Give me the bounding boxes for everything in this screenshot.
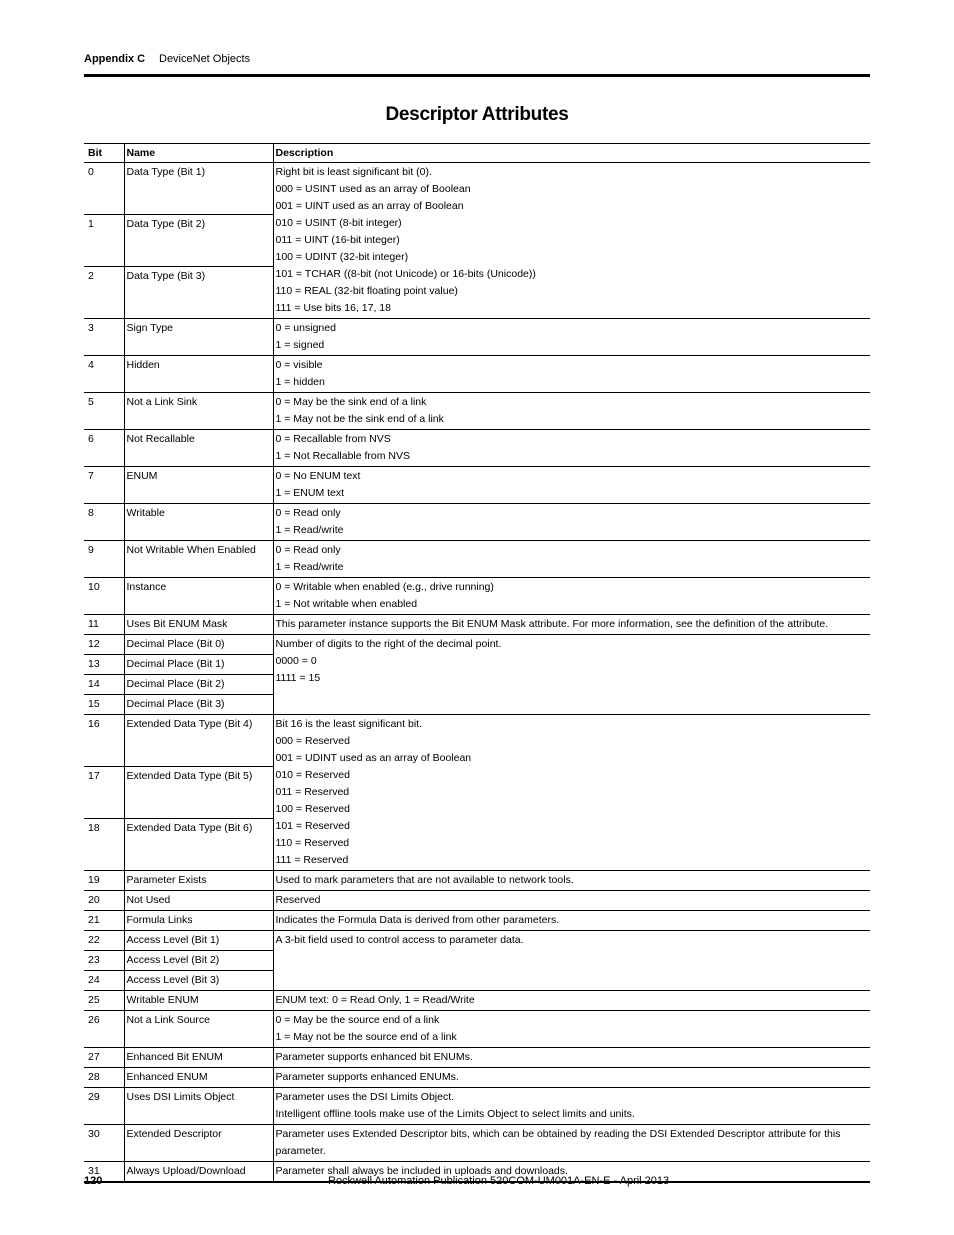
description-line: 001 = UDINT used as an array of Boolean	[275, 752, 472, 764]
bit-cell: 29	[84, 1088, 124, 1125]
name-cell: ENUM	[124, 467, 273, 504]
description-line: 0 = Recallable from NVS	[275, 433, 391, 445]
table-row	[84, 504, 870, 541]
description-line: Number of digits to the right of the decimal point.	[275, 638, 502, 650]
description-line: This parameter instance supports the Bit ENUM Mask attribute. For more information, see the definition of the attribute.	[275, 618, 829, 630]
description-line: 000 = Reserved	[275, 735, 350, 747]
description-cell	[273, 1125, 870, 1162]
description-line: 1 = signed	[275, 339, 325, 351]
description-line: 0 = Read only	[275, 507, 341, 519]
bit-cell: 4	[84, 356, 124, 393]
description-line: Parameter supports enhanced bit ENUMs.	[275, 1051, 473, 1063]
name-cell: Data Type (Bit 2)	[124, 215, 273, 267]
appendix-label: Appendix C	[84, 53, 146, 65]
description-line: Bit 16 is the least significant bit.	[275, 718, 422, 730]
description-line: 100 = Reserved	[275, 803, 350, 815]
description-cell	[273, 891, 870, 911]
description-cell	[273, 1011, 870, 1048]
name-cell: Not Recallable	[124, 430, 273, 467]
bit-cell: 13	[84, 655, 124, 675]
description-cell	[273, 541, 870, 578]
description-cell	[273, 393, 870, 430]
description-line: Used to mark parameters that are not available to network tools.	[275, 874, 574, 886]
name-cell: Decimal Place (Bit 0)	[124, 635, 273, 655]
name-cell: Hidden	[124, 356, 273, 393]
column-header-name: Name	[124, 144, 273, 163]
bit-cell: 5	[84, 393, 124, 430]
name-cell: Not a Link Sink	[124, 393, 273, 430]
description-cell	[273, 715, 870, 871]
description-line: A 3-bit field used to control access to parameter data.	[275, 934, 524, 946]
table-row	[84, 891, 870, 911]
bit-cell: 21	[84, 911, 124, 931]
description-line: Indicates the Formula Data is derived from other parameters.	[275, 914, 560, 926]
description-line: 111 = Use bits 16, 17, 18	[275, 302, 391, 314]
description-line: 000 = USINT used as an array of Boolean	[275, 183, 471, 195]
description-line: 1 = Read/write	[275, 524, 344, 536]
table-row	[84, 911, 870, 931]
name-cell: Uses DSI Limits Object	[124, 1088, 273, 1125]
description-cell	[273, 991, 870, 1011]
table-row	[84, 635, 870, 655]
description-line: 011 = UINT (16-bit integer)	[275, 234, 400, 246]
description-line: 010 = USINT (8-bit integer)	[275, 217, 402, 229]
name-cell: Uses Bit ENUM Mask	[124, 615, 273, 635]
bit-cell: 28	[84, 1068, 124, 1088]
bit-cell: 0	[84, 163, 124, 215]
description-line: 0 = visible	[275, 359, 323, 371]
bit-cell: 2	[84, 267, 124, 319]
description-cell	[273, 356, 870, 393]
bit-cell: 18	[84, 819, 124, 871]
description-cell	[273, 1048, 870, 1068]
description-line: 111 = Reserved	[275, 854, 349, 866]
table-row	[84, 615, 870, 635]
header-rule	[84, 74, 870, 77]
bit-cell: 11	[84, 615, 124, 635]
description-cell	[273, 504, 870, 541]
description-line: 1 = ENUM text	[275, 487, 345, 499]
bit-cell: 14	[84, 675, 124, 695]
page-number: 120	[84, 1175, 103, 1187]
description-cell	[273, 163, 870, 319]
description-line: 0 = No ENUM text	[275, 470, 361, 482]
table-body	[84, 163, 870, 1183]
bit-cell: 16	[84, 715, 124, 767]
description-line: Parameter uses the DSI Limits Object.	[275, 1091, 455, 1103]
name-cell: Extended Descriptor	[124, 1125, 273, 1162]
description-cell	[273, 430, 870, 467]
name-cell: Not a Link Source	[124, 1011, 273, 1048]
table-row	[84, 1011, 870, 1048]
description-cell	[273, 871, 870, 891]
name-cell: Writable	[124, 504, 273, 541]
description-line: 1 = hidden	[275, 376, 325, 388]
name-cell: Data Type (Bit 1)	[124, 163, 273, 215]
description-line: 1 = May not be the sink end of a link	[275, 413, 444, 425]
name-cell: Access Level (Bit 3)	[124, 971, 273, 991]
publication-info: Rockwell Automation Publication 520COM-UM001A-EN-E - April 2013	[328, 1175, 670, 1187]
name-cell: Decimal Place (Bit 2)	[124, 675, 273, 695]
description-line: 1111 = 15	[275, 672, 321, 684]
description-cell	[273, 578, 870, 615]
bit-cell: 12	[84, 635, 124, 655]
name-cell: Always Upload/Download	[124, 1162, 273, 1183]
description-cell	[273, 635, 870, 715]
description-line: Parameter supports enhanced ENUMs.	[275, 1071, 459, 1083]
description-line: 0 = May be the sink end of a link	[275, 396, 427, 408]
bit-cell: 3	[84, 319, 124, 356]
description-line: Intelligent offline tools make use of the Limits Object to select limits and units.	[275, 1108, 635, 1120]
description-line: 0000 = 0	[275, 655, 317, 667]
page-title: Descriptor Attributes	[385, 104, 569, 125]
name-cell: Sign Type	[124, 319, 273, 356]
bit-cell: 31	[84, 1162, 124, 1183]
table-row	[84, 871, 870, 891]
name-cell: Parameter Exists	[124, 871, 273, 891]
description-line: Parameter uses Extended Descriptor bits, which can be obtained by reading the DSI Extended Descriptor attribute for this parameter.	[275, 1128, 841, 1157]
table-row	[84, 1068, 870, 1088]
name-cell: Data Type (Bit 3)	[124, 267, 273, 319]
name-cell: Formula Links	[124, 911, 273, 931]
name-cell: Not Used	[124, 891, 273, 911]
description-cell	[273, 467, 870, 504]
bit-cell: 8	[84, 504, 124, 541]
description-cell	[273, 931, 870, 991]
description-line: 1 = May not be the source end of a link	[275, 1031, 457, 1043]
description-line: 0 = May be the source end of a link	[275, 1014, 440, 1026]
description-cell	[273, 319, 870, 356]
name-cell: Decimal Place (Bit 1)	[124, 655, 273, 675]
table-row	[84, 1048, 870, 1068]
description-line: 001 = UINT used as an array of Boolean	[275, 200, 464, 212]
bit-cell: 7	[84, 467, 124, 504]
bit-cell: 6	[84, 430, 124, 467]
running-header	[84, 53, 870, 75]
table-row	[84, 430, 870, 467]
table-row	[84, 356, 870, 393]
name-cell: Not Writable When Enabled	[124, 541, 273, 578]
table-row	[84, 715, 870, 767]
bit-cell: 25	[84, 991, 124, 1011]
bit-cell: 19	[84, 871, 124, 891]
bit-cell: 23	[84, 951, 124, 971]
table-row	[84, 393, 870, 430]
name-cell: Enhanced ENUM	[124, 1068, 273, 1088]
descriptor-attributes-table	[84, 143, 870, 1183]
name-cell: Access Level (Bit 2)	[124, 951, 273, 971]
table-row	[84, 991, 870, 1011]
name-cell: Extended Data Type (Bit 5)	[124, 767, 273, 819]
description-cell	[273, 1088, 870, 1125]
bit-cell: 10	[84, 578, 124, 615]
description-line: 101 = Reserved	[275, 820, 350, 832]
table-row	[84, 467, 870, 504]
column-header-description: Description	[273, 144, 870, 163]
bit-cell: 17	[84, 767, 124, 819]
bit-cell: 30	[84, 1125, 124, 1162]
table-row	[84, 1088, 870, 1125]
description-line: 0 = unsigned	[275, 322, 336, 334]
description-line: 100 = UDINT (32-bit integer)	[275, 251, 409, 263]
name-cell: Extended Data Type (Bit 6)	[124, 819, 273, 871]
bit-cell: 15	[84, 695, 124, 715]
name-cell: Decimal Place (Bit 3)	[124, 695, 273, 715]
name-cell: Extended Data Type (Bit 4)	[124, 715, 273, 767]
description-line: 011 = Reserved	[275, 786, 350, 798]
bit-cell: 20	[84, 891, 124, 911]
table-header-row	[84, 144, 870, 163]
column-header-bit: Bit	[84, 144, 124, 163]
bit-cell: 24	[84, 971, 124, 991]
description-line: 010 = Reserved	[275, 769, 350, 781]
table-row	[84, 541, 870, 578]
description-cell	[273, 1068, 870, 1088]
description-line: Right bit is least significant bit (0).	[275, 166, 432, 178]
section-label: DeviceNet Objects	[159, 53, 251, 65]
bit-cell: 1	[84, 215, 124, 267]
description-cell	[273, 615, 870, 635]
table-row	[84, 319, 870, 356]
bit-cell: 22	[84, 931, 124, 951]
description-line: 0 = Read only	[275, 544, 341, 556]
description-line: 110 = REAL (32-bit floating point value)	[275, 285, 458, 297]
description-line: Reserved	[275, 894, 321, 906]
table-row	[84, 931, 870, 951]
name-cell: Enhanced Bit ENUM	[124, 1048, 273, 1068]
bit-cell: 27	[84, 1048, 124, 1068]
bit-cell: 26	[84, 1011, 124, 1048]
description-line: Parameter shall always be included in uploads and downloads.	[275, 1165, 568, 1177]
name-cell: Instance	[124, 578, 273, 615]
description-line: 101 = TCHAR ((8-bit (not Unicode) or 16-bits (Unicode))	[275, 268, 536, 280]
description-cell	[273, 911, 870, 931]
description-line: 110 = Reserved	[275, 837, 350, 849]
description-line: 1 = Not Recallable from NVS	[275, 450, 411, 462]
table-row	[84, 163, 870, 215]
table-row	[84, 1125, 870, 1162]
description-line: 1 = Read/write	[275, 561, 344, 573]
description-line: ENUM text: 0 = Read Only, 1 = Read/Write	[275, 994, 475, 1006]
bit-cell: 9	[84, 541, 124, 578]
description-line: 1 = Not writable when enabled	[275, 598, 418, 610]
description-line: 0 = Writable when enabled (e.g., drive running)	[275, 581, 494, 593]
table-row	[84, 578, 870, 615]
name-cell: Writable ENUM	[124, 991, 273, 1011]
name-cell: Access Level (Bit 1)	[124, 931, 273, 951]
